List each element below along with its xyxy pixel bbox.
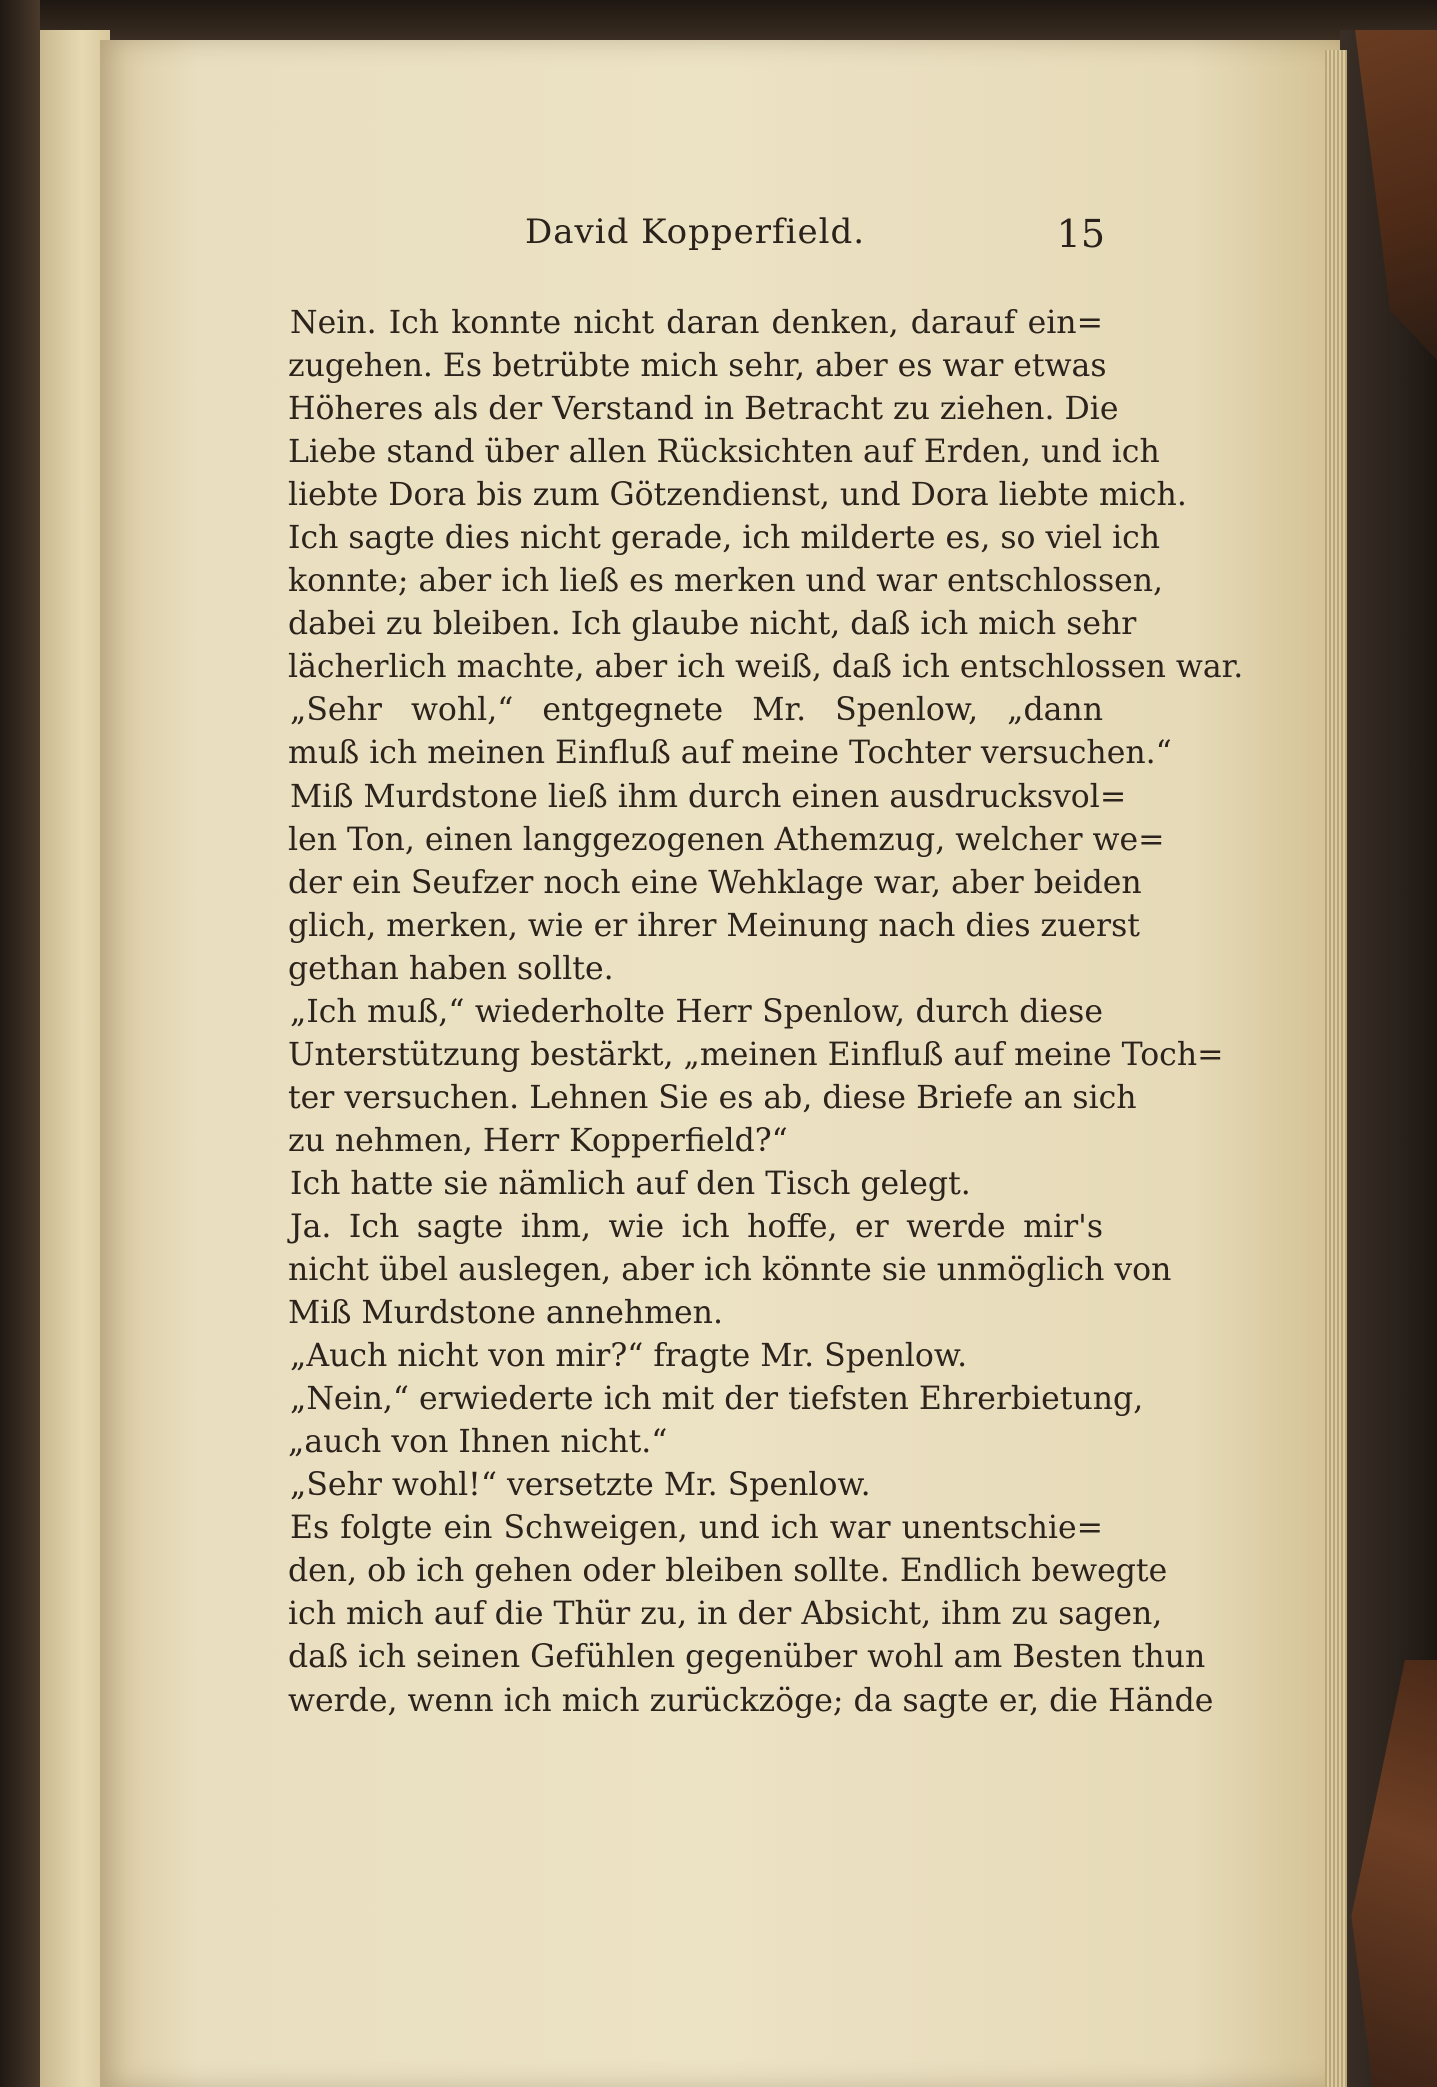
text-line: dabei zu bleiben. Ich glaube nicht, daß ich mich sehr (288, 606, 1137, 643)
text-line: daß ich seinen Gefühlen gegenüber wohl am Besten thun (288, 1639, 1206, 1676)
text-line: den, ob ich gehen oder bleiben sollte. Endlich bewegte (288, 1553, 1168, 1590)
running-head (525, 212, 1105, 256)
text-line: Ich sagte dies nicht gerade, ich milderte es, so viel ich (288, 520, 1161, 557)
book-cover-left (0, 0, 40, 2087)
text-line: Unterstützung bestärkt, „meinen Einfluß auf meine Toch= (288, 1036, 1224, 1073)
text-line: konnte; aber ich ließ es merken und war entschlossen, (288, 563, 1164, 600)
page-edges (1325, 50, 1347, 2087)
body-text (288, 302, 1244, 1723)
text-line: glich, merken, wie er ihrer Meinung nach dies zuerst (288, 907, 1140, 944)
text-line: Ja. Ich sagte ihm, wie ich hoffe, er werde mir's (290, 1208, 1103, 1245)
text-line: zugehen. Es betrübte mich sehr, aber es war etwas (288, 348, 1107, 385)
text-line: Miß Murdstone annehmen. (288, 1295, 723, 1332)
page-number: 15 (1056, 212, 1105, 256)
text-line: zu nehmen, Herr Kopperfield?“ (288, 1122, 788, 1159)
text-line: werde, wenn ich mich zurückzöge; da sagte er, die Hände (288, 1682, 1214, 1719)
text-line: ich mich auf die Thür zu, in der Absicht, ihm zu sagen, (288, 1596, 1163, 1633)
text-line: Nein. Ich konnte nicht daran denken, darauf ein= (290, 305, 1103, 341)
text-line: muß ich meinen Einfluß auf meine Tochter versuchen.“ (288, 735, 1172, 772)
text-line: Liebe stand über allen Rücksichten auf Erden, und ich (288, 434, 1160, 471)
text-line: „auch von Ihnen nicht.“ (288, 1424, 668, 1461)
text-line: Miß Murdstone ließ ihm durch einen ausdrucksvol= (290, 778, 1127, 815)
text-line: „Ich muß,“ wiederholte Herr Spenlow, durch diese (290, 993, 1103, 1030)
text-line: ter versuchen. Lehnen Sie es ab, diese Briefe an sich (288, 1079, 1137, 1116)
text-line: len Ton, einen langgezogenen Athemzug, welcher we= (288, 821, 1165, 858)
text-line: Es folgte ein Schweigen, und ich war unentschie= (290, 1510, 1103, 1547)
running-title: David Kopperfield. (525, 212, 866, 252)
book-top-edge (0, 0, 1437, 40)
text-line: gethan haben sollte. (288, 950, 614, 987)
text-line: nicht übel auslegen, aber ich könnte sie unmöglich von (288, 1252, 1172, 1289)
text-line: der ein Seufzer noch eine Wehklage war, aber beiden (288, 864, 1142, 901)
text-line: Ich hatte sie nämlich auf den Tisch gelegt. (290, 1165, 971, 1202)
text-line: „Auch nicht von mir?“ fragte Mr. Spenlow. (290, 1338, 968, 1375)
text-line: liebte Dora bis zum Götzendienst, und Dora liebte mich. (288, 477, 1187, 514)
text-line: „Sehr wohl,“ entgegnete Mr. Spenlow, „dann (290, 692, 1103, 729)
text-line: „Sehr wohl!“ versetzte Mr. Spenlow. (290, 1467, 871, 1504)
text-line: „Nein,“ erwiederte ich mit der tiefsten Ehrerbietung, (290, 1381, 1144, 1418)
text-line: lächerlich machte, aber ich weiß, daß ich entschlossen war. (288, 649, 1244, 686)
text-line: Höheres als der Verstand in Betracht zu ziehen. Die (288, 391, 1119, 428)
